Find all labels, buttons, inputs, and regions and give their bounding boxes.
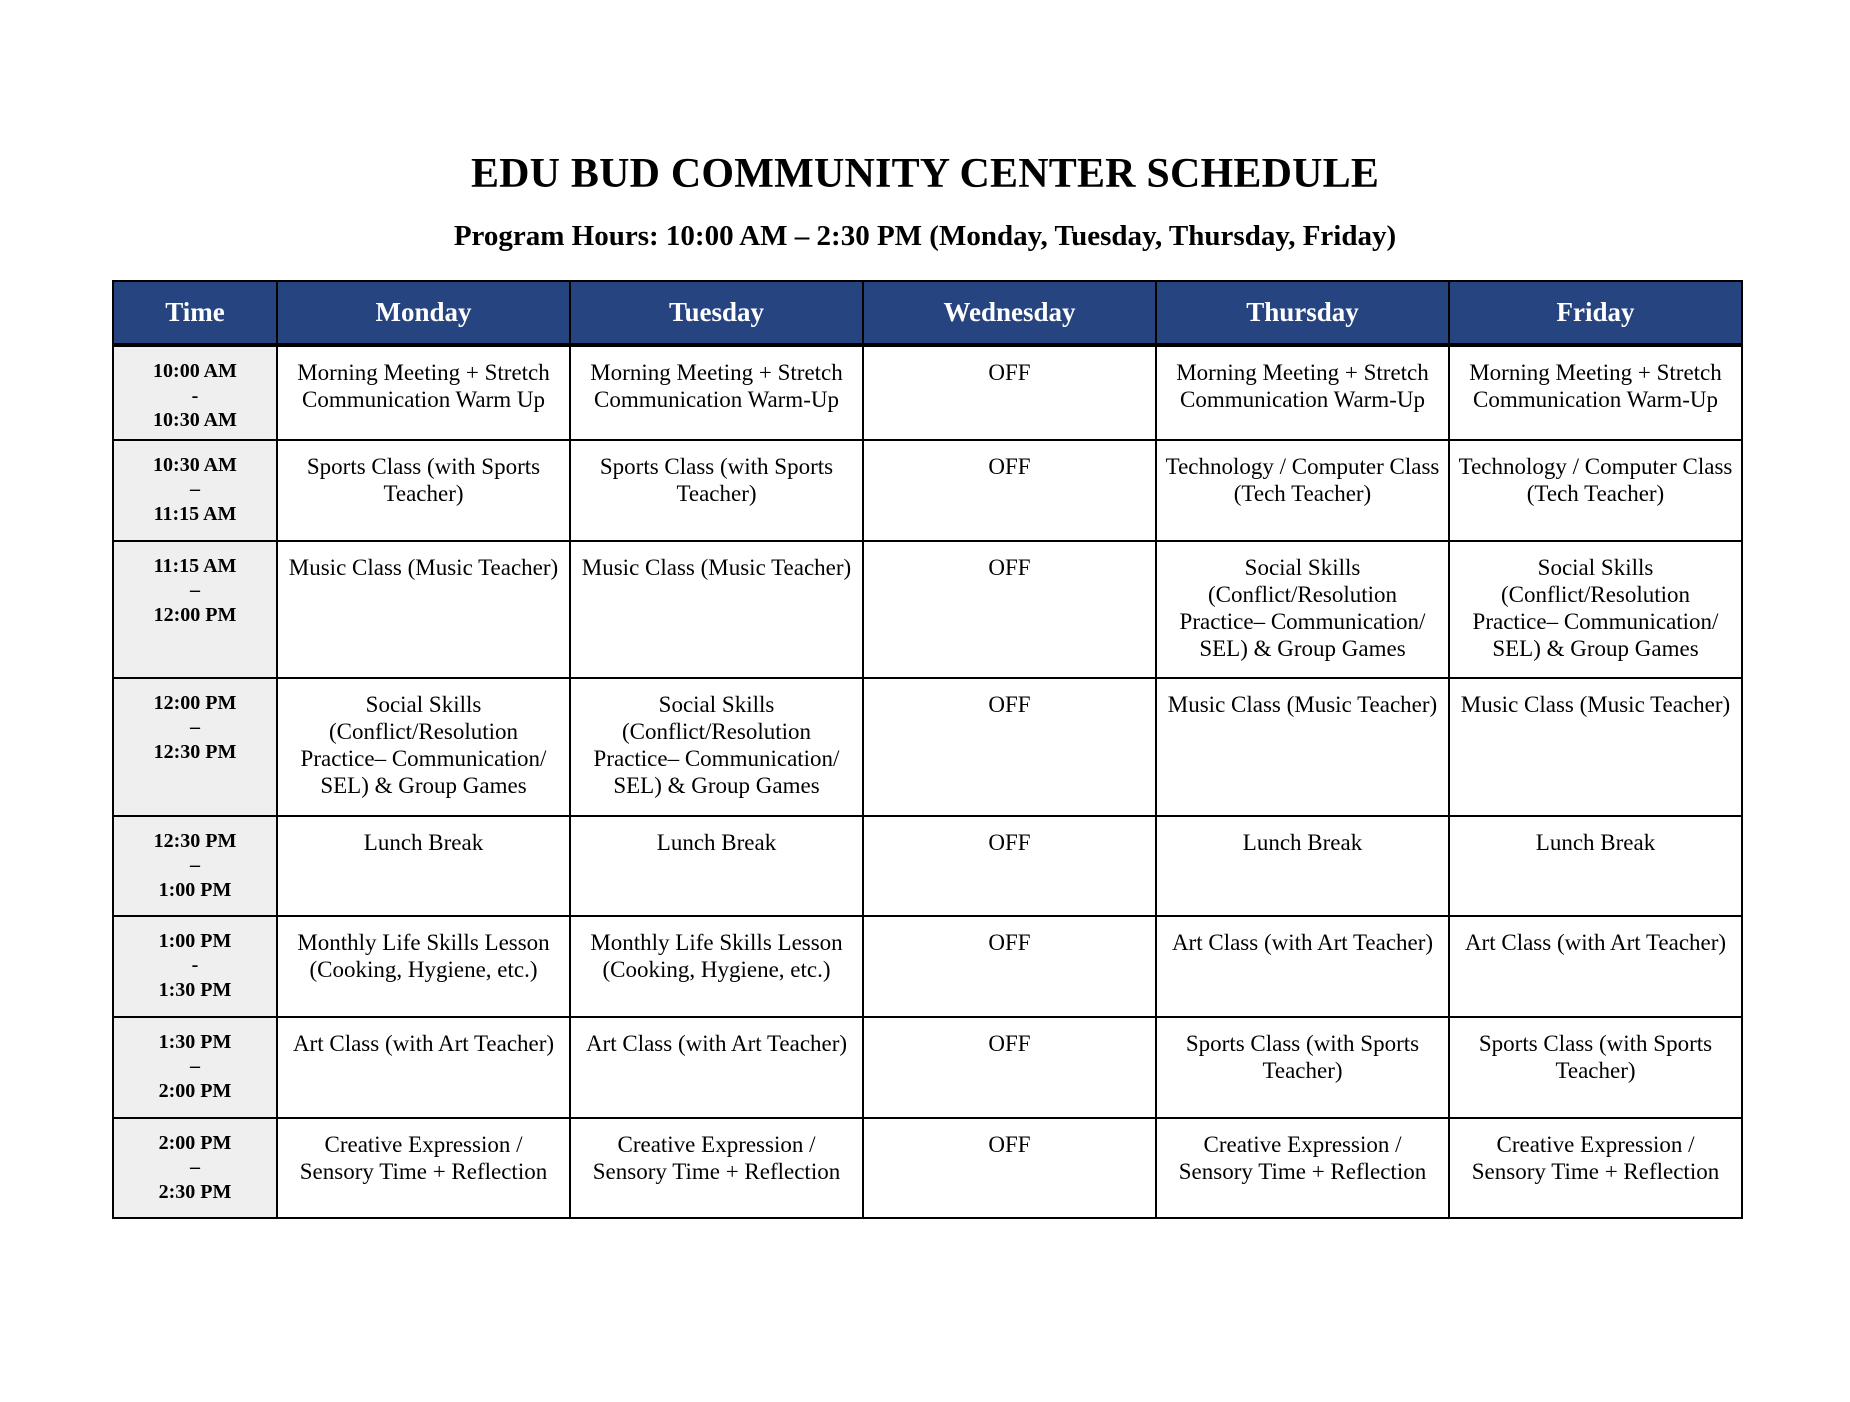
cell-friday: Creative Expression / Sensory Time + Reflection: [1449, 1118, 1742, 1218]
cell-wednesday: OFF: [863, 816, 1156, 916]
schedule-body: [113, 345, 1742, 1218]
cell-friday: Art Class (with Art Teacher): [1449, 916, 1742, 1017]
time-start: 11:15 AM: [153, 554, 237, 577]
time-cell: [113, 1017, 277, 1118]
cell-friday: Social Skills (Conflict/Resolution Practice– Communication/ SEL) & Group Games: [1449, 541, 1742, 678]
cell-monday: Sports Class (with Sports Teacher): [277, 440, 570, 541]
time-cell: [113, 678, 277, 816]
table-row: [113, 345, 1742, 440]
table-row: [113, 1118, 1742, 1218]
cell-monday: Lunch Break: [277, 816, 570, 916]
cell-thursday: Music Class (Music Teacher): [1156, 678, 1449, 816]
time-cell: [113, 816, 277, 916]
schedule-table: [112, 280, 1743, 1219]
header-thursday: Thursday: [1156, 281, 1449, 345]
time-separator: –: [190, 716, 200, 738]
cell-friday: Music Class (Music Teacher): [1449, 678, 1742, 816]
cell-monday: Art Class (with Art Teacher): [277, 1017, 570, 1118]
cell-tuesday: Art Class (with Art Teacher): [570, 1017, 863, 1118]
time-start: 10:00 AM: [153, 360, 237, 382]
cell-monday: Morning Meeting + Stretch Communication Warm Up: [277, 345, 570, 440]
cell-wednesday: OFF: [863, 916, 1156, 1017]
cell-tuesday: Sports Class (with Sports Teacher): [570, 440, 863, 541]
cell-thursday: Morning Meeting + Stretch Communication Warm-Up: [1156, 345, 1449, 440]
cell-tuesday: Morning Meeting + Stretch Communication Warm-Up: [570, 345, 863, 440]
cell-monday: Monthly Life Skills Lesson (Cooking, Hygiene, etc.): [277, 916, 570, 1017]
cell-thursday: Technology / Computer Class (Tech Teacher): [1156, 440, 1449, 541]
time-end: 2:00 PM: [158, 1079, 232, 1102]
time-start: 12:00 PM: [153, 691, 237, 714]
time-end: 12:30 PM: [153, 740, 237, 763]
cell-thursday: Lunch Break: [1156, 816, 1449, 916]
cell-wednesday: OFF: [863, 1017, 1156, 1118]
header-row: [113, 281, 1742, 345]
time-separator: -: [191, 384, 199, 407]
time-separator: -: [191, 954, 199, 976]
table-row: [113, 816, 1742, 916]
time-end: 2:30 PM: [158, 1180, 232, 1203]
cell-wednesday: OFF: [863, 345, 1156, 440]
cell-friday: Lunch Break: [1449, 816, 1742, 916]
header-tuesday: Tuesday: [570, 281, 863, 345]
time-separator: –: [190, 854, 200, 876]
time-end: 11:15 AM: [153, 502, 237, 525]
table-row: [113, 440, 1742, 541]
time-end: 1:00 PM: [158, 878, 232, 901]
time-start: 12:30 PM: [153, 829, 237, 852]
time-end: 10:30 AM: [153, 409, 237, 431]
time-start: 10:30 AM: [153, 453, 237, 476]
cell-thursday: Art Class (with Art Teacher): [1156, 916, 1449, 1017]
time-cell: [113, 541, 277, 678]
time-separator: –: [190, 478, 200, 500]
cell-monday: Social Skills (Conflict/Resolution Practice– Communication/ SEL) & Group Games: [277, 678, 570, 816]
time-cell: [113, 440, 277, 541]
time-separator: –: [190, 1055, 200, 1077]
time-start: 2:00 PM: [158, 1131, 232, 1154]
cell-tuesday: Lunch Break: [570, 816, 863, 916]
table-row: [113, 916, 1742, 1017]
cell-friday: Morning Meeting + Stretch Communication Warm-Up: [1449, 345, 1742, 440]
time-cell: [113, 345, 277, 440]
cell-wednesday: OFF: [863, 1118, 1156, 1218]
cell-friday: Sports Class (with Sports Teacher): [1449, 1017, 1742, 1118]
cell-thursday: Creative Expression / Sensory Time + Reflection: [1156, 1118, 1449, 1218]
cell-wednesday: OFF: [863, 440, 1156, 541]
time-separator: –: [190, 1156, 200, 1178]
time-separator: –: [190, 579, 200, 601]
cell-thursday: Sports Class (with Sports Teacher): [1156, 1017, 1449, 1118]
cell-friday: Technology / Computer Class (Tech Teacher): [1449, 440, 1742, 541]
cell-thursday: Social Skills (Conflict/Resolution Practice– Communication/ SEL) & Group Games: [1156, 541, 1449, 678]
time-end: 1:30 PM: [158, 978, 232, 1001]
time-end: 12:00 PM: [153, 603, 237, 626]
table-row: [113, 678, 1742, 816]
cell-tuesday: Monthly Life Skills Lesson (Cooking, Hygiene, etc.): [570, 916, 863, 1017]
time-start: 1:00 PM: [158, 929, 232, 952]
page-title: EDU BUD COMMUNITY CENTER SCHEDULE: [470, 151, 1380, 197]
cell-monday: Creative Expression / Sensory Time + Reflection: [277, 1118, 570, 1218]
table-row: [113, 541, 1742, 678]
header-time: Time: [113, 281, 277, 345]
program-hours-subtitle: Program Hours: 10:00 AM – 2:30 PM (Monday, Tuesday, Thursday, Friday): [453, 220, 1397, 252]
table-row: [113, 1017, 1742, 1118]
time-cell: [113, 1118, 277, 1218]
header-wednesday: Wednesday: [863, 281, 1156, 345]
cell-monday: Music Class (Music Teacher): [277, 541, 570, 678]
header-friday: Friday: [1449, 281, 1742, 345]
cell-wednesday: OFF: [863, 541, 1156, 678]
time-cell: [113, 916, 277, 1017]
header-monday: Monday: [277, 281, 570, 345]
cell-tuesday: Social Skills (Conflict/Resolution Practice– Communication/ SEL) & Group Games: [570, 678, 863, 816]
cell-tuesday: Music Class (Music Teacher): [570, 541, 863, 678]
cell-wednesday: OFF: [863, 678, 1156, 816]
time-start: 1:30 PM: [158, 1030, 232, 1053]
cell-tuesday: Creative Expression / Sensory Time + Reflection: [570, 1118, 863, 1218]
